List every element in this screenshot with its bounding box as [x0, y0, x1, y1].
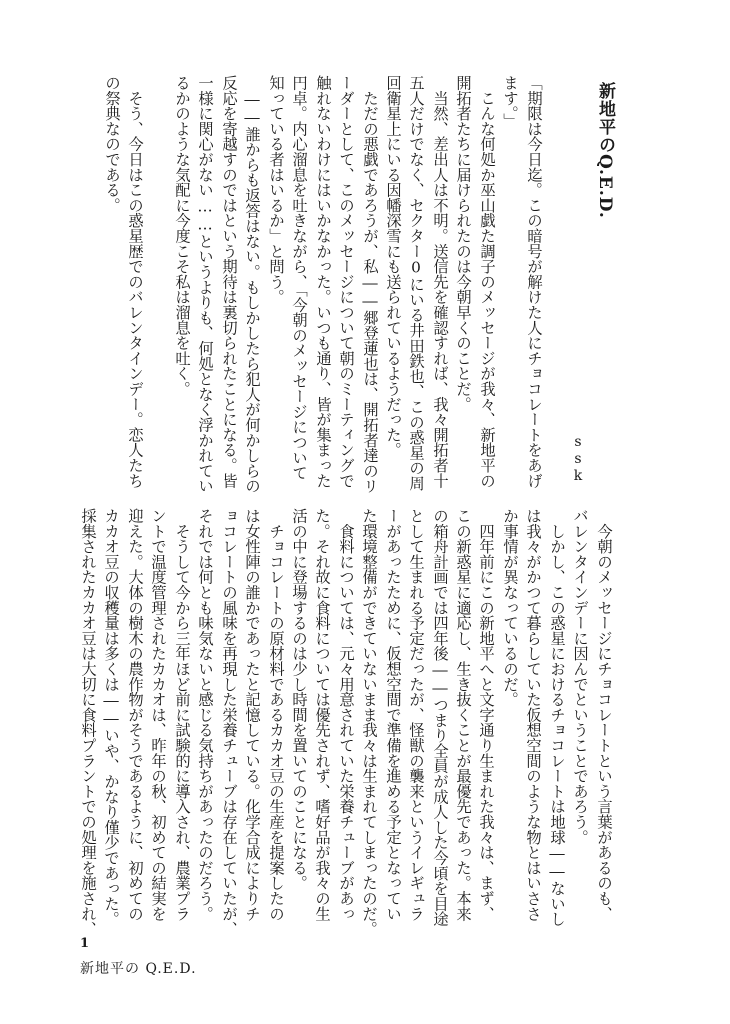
text-column: そうして今から三年ほど前に試験的に導入され、農業プラ [173, 508, 191, 922]
text-column: 回衛星上にいる因幡深雪にも送られているようだった。 [384, 75, 402, 458]
text-column: として生まれる予定だったが、怪獣の襲来というイレギュラ [407, 508, 425, 922]
text-column: 開拓者たちに届けられたのは今朝早くのことだ。 [454, 75, 472, 412]
text-column: ――誰からも返答はない。もしかしたら犯人が何かしらの [243, 75, 261, 494]
text-column: しかし、この惑星におけるチョコレートは地球――ないし [548, 508, 566, 927]
text-column: 「期限は今日迄。この暗号が解けた人にチョコレートをあげ [525, 75, 543, 489]
text-column: この新惑星に適応し、生き抜くことが最優先であった。本来 [454, 508, 472, 922]
text-column: の箱舟計画では四年後――つまり全員が成人した今頃を目途 [431, 508, 449, 927]
text-column: そう、今日はこの惑星歴でのバレンタインデー。恋人たち [126, 75, 144, 489]
text-column: 反応を寄越すのではという期待は裏切られたことになる。皆 [220, 75, 238, 489]
story-title: 新地平のQ.E.D. [595, 82, 615, 219]
text-column: チョコレートの原材料であるカカオ豆の生産を提案したの [267, 508, 285, 922]
text-column: ます。」 [501, 75, 519, 129]
text-column: 迎えた。大体の樹木の農作物がそうであるように、初めての [126, 508, 144, 922]
text-column: ントで温度管理されたカカオは、昨年の秋、初めての結実を [149, 508, 167, 922]
text-column: 円卓。内心溜息を吐きながら、「今朝のメッセージについて [290, 75, 308, 481]
text-column: るかのような気配に今度こそ私は溜息を吐く。 [173, 75, 191, 397]
text-column: ただの悪戯であろうが、私――郷登蓮也は、開拓者達のリ [361, 75, 379, 494]
text-column: 一様に関心がない……というよりも、何処となく浮かれてい [196, 75, 214, 494]
text-column: ーがあったために、仮想空間で準備を進める予定となってい [384, 508, 402, 922]
author-name: ssk [570, 434, 586, 485]
text-column: 食料については、元々用意されていた栄養チューブがあっ [337, 508, 355, 922]
text-column: 当然、差出人は不明。送信先を確認すれば、我々開拓者十 [431, 75, 449, 489]
text-column: カカオ豆の収穫量は多くは――いや、かなり僅少であった。 [102, 508, 120, 927]
text-column: は女性陣の誰かであったと記憶している。化学合成によりチ [243, 508, 261, 922]
text-column: ーダーとして、このメッセージについて朝のミーティングで [337, 75, 355, 489]
text-column: 採集されたカカオ豆は大切に食料プラントでの処理を施され、 [79, 508, 97, 937]
text-column: 四年前にこの新地平へと文字通り生まれた我々は、まず、 [477, 508, 495, 922]
text-column: た環境整備ができていないまま我々は生まれてしまったのだ。 [360, 508, 378, 937]
text-column: ョコレートの風味を再現した栄養チューブは存在していたが、 [220, 508, 238, 937]
text-column: の祭典なのである。 [103, 75, 121, 213]
text-column: は我々がかつて暮らしていた仮想空間のような物とはいささ [524, 508, 542, 922]
running-footer-title: 新地平の Q.E.D. [80, 961, 197, 977]
text-column: 今朝のメッセージにチョコレートという言葉があるのも、 [595, 508, 613, 922]
text-column: 知っている者はいるか」と問う。 [267, 75, 285, 305]
page-number: 1 [80, 936, 90, 951]
text-column: 五人だけでなく、セクター0にいる井田鉄也、この惑星の周 [407, 75, 425, 491]
text-column: 触れないわけにはいかなかった。いつも通り、皆が集まった [314, 75, 332, 489]
text-column: それでは何とも味気ないと感じる気持ちがあったのだろう。 [196, 508, 214, 922]
text-column: バレンタインデーに因んでということであろう。 [571, 508, 589, 845]
text-column: た。それ故に食料については優先されず、嗜好品が我々の生 [313, 508, 331, 922]
text-column: 活の中に登場するのは少し時間を置いてのことになる。 [290, 508, 308, 891]
text-column: こんな何処か巫山戯た調子のメッセージが我々、新地平の [478, 75, 496, 489]
text-column: か事情が異なっているのだ。 [501, 508, 519, 707]
